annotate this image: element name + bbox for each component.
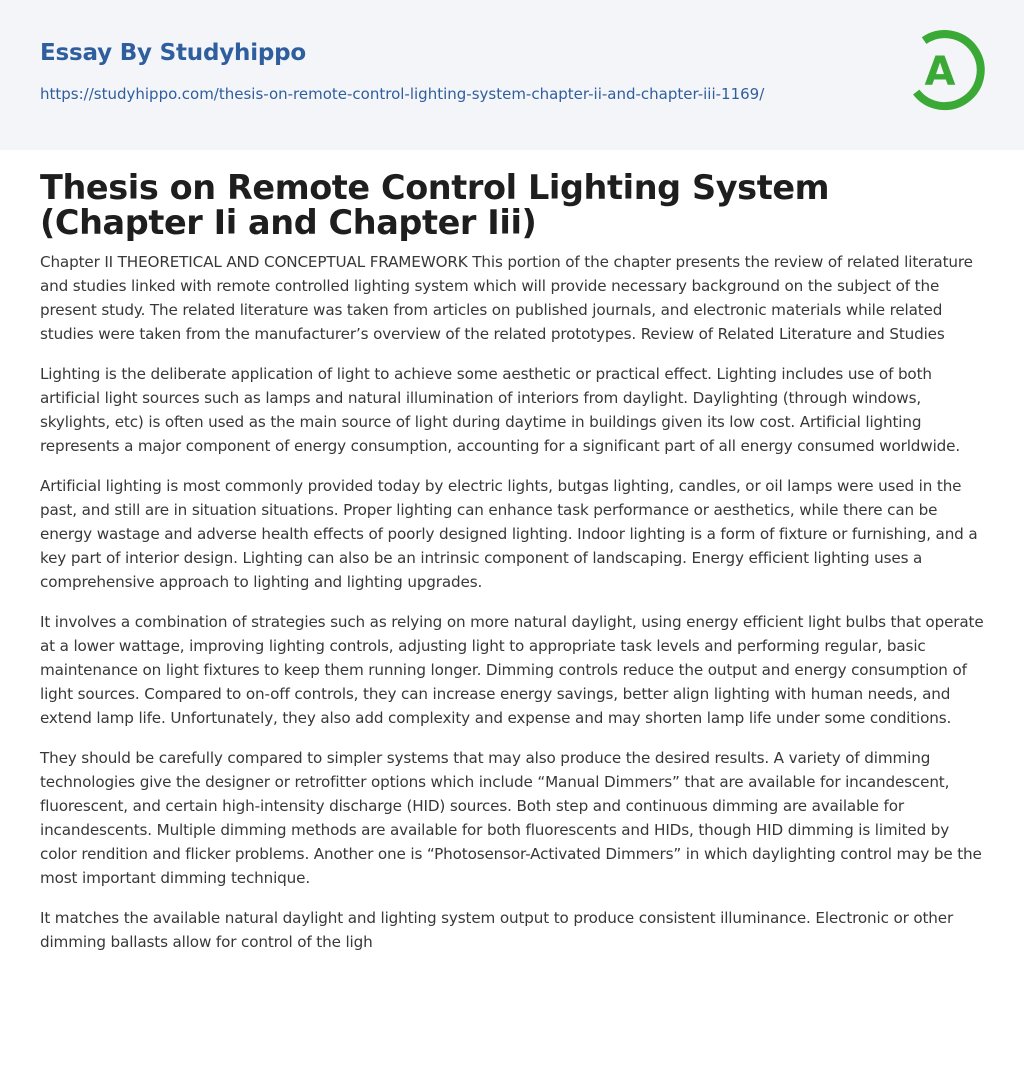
page-title: Thesis on Remote Control Lighting System (Chapter Ii and Chapter Iii) [40,168,830,242]
article [40,170,984,970]
paragraph-6: It matches the available natural daylight and lighting system output to produce consistent illuminance. Electronic or other dimming ballasts allow for control of the ligh [40,909,954,951]
brand-title[interactable]: Essay By Studyhippo [40,40,307,66]
paragraph-4: It involves a combination of strategies such as relying on more natural daylight, using energy efficient light bulbs that operate at a lower wattage, improving lighting controls, adjusting light to appropriate task levels and performing regular, basic maintenance on light fixtures to keep them running longer. Dimming controls reduce the output and energy consumption of light sources. Compared to on-off controls, they can increase energy savings, better align lighting with human needs, and extend lamp life. Unfortunately, they also add complexity and expense and may shorten lamp life under some conditions. [40,613,984,727]
site-header [0,0,1024,150]
logo-letter: A [924,49,956,95]
source-url-link[interactable]: https://studyhippo.com/thesis-on-remote-control-lighting-system-chapter-ii-and-chapter-iii-1169/ [40,85,765,103]
paragraph-2: Lighting is the deliberate application of light to achieve some aesthetic or practical effect. Lighting includes use of both artificial light sources such as lamps and natural illumination of interiors from daylight. Daylighting (through windows, skylights, etc) is often used as the main source of light during daytime in buildings given its low cost. Artificial lighting represents a major component of energy consumption, accounting for a significant part of all energy consumed worldwide. [40,365,961,455]
paragraph-3: Artificial lighting is most commonly provided today by electric lights, butgas lighting, candles, or oil lamps were used in the past, and still are in situation situations. Proper lighting can enhance task performance or aesthetics, while there can be energy wastage and adverse health effects of poorly designed lighting. Indoor lighting is a form of fixture or furnishing, and a key part of interior design. Lighting can also be an intrinsic component of landscaping. Energy efficient lighting uses a comprehensive approach to lighting and lighting upgrades. [40,477,978,591]
paragraph-1: Chapter II THEORETICAL AND CONCEPTUAL FRAMEWORK This portion of the chapter presents the review of related literature and studies linked with remote controlled lighting system which will provide necessary background on the subject of the present study. The related literature was taken from articles on published journals, and electronic materials while related studies were taken from the manufacturer’s overview of the related prototypes. Review of Related Literature and Studies [40,253,973,343]
paragraph-5: They should be carefully compared to simpler systems that may also produce the desired results. A variety of dimming technologies give the designer or retrofitter options which include “Manual Dimmers” that are available for incandescent, fluorescent, and certain high-intensity discharge (HID) sources. Both step and continuous dimming are available for incandescents. Multiple dimming methods are available for both fluorescents and HIDs, though HID dimming is limited by color rendition and flicker problems. Another one is “Photosensor-Activated Dimmers” in which daylighting control may be the most important dimming technique. [40,749,982,887]
studyhippo-logo-icon[interactable] [906,28,988,116]
